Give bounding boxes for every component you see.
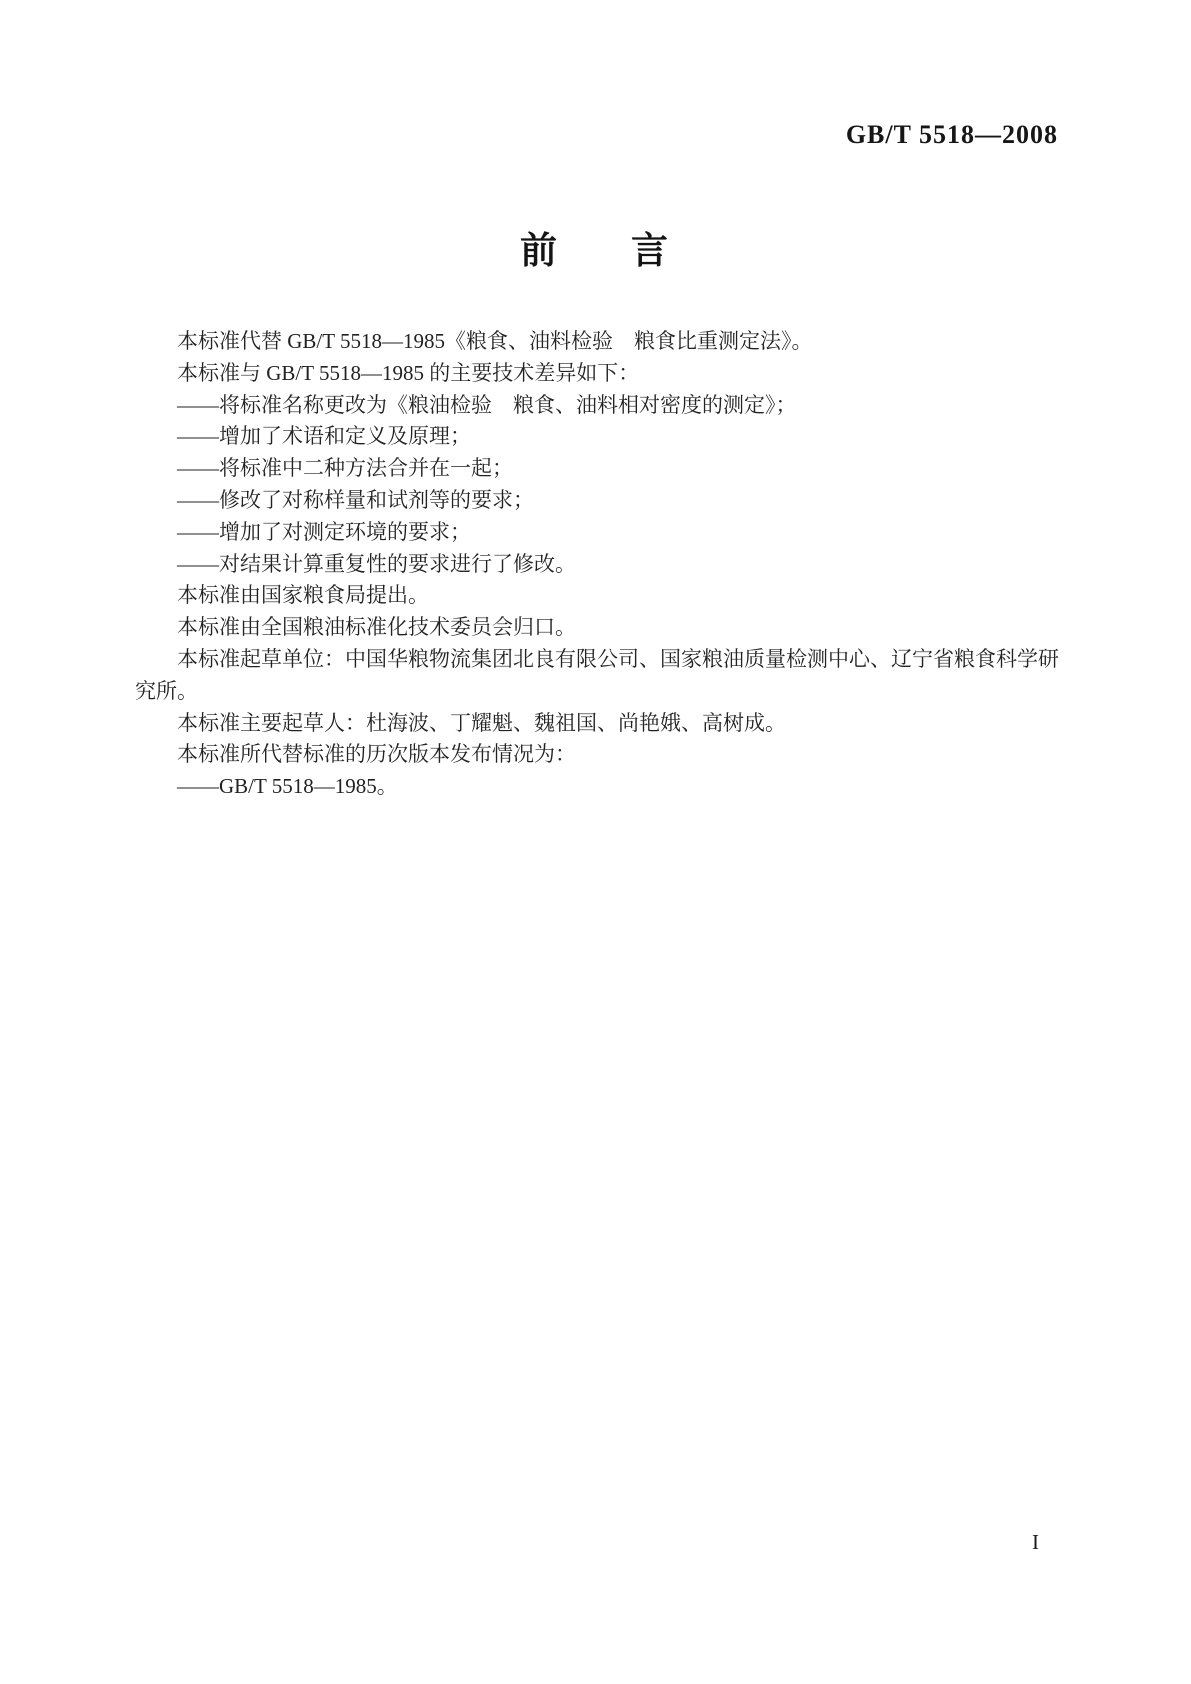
foreword-line: 本标准代替 GB/T 5518—1985《粮食、油料检验 粮食比重测定法》。 [177,329,813,353]
standard-code: GB/T 5518—2008 [845,120,1058,149]
foreword-line: ——对结果计算重复性的要求进行了修改。 [177,551,576,576]
page-number: I [1032,1530,1039,1554]
foreword-line: 本标准由国家粮食局提出。 [177,583,429,608]
foreword-line: 本标准与 GB/T 5518—1985 的主要技术差异如下： [177,360,640,385]
foreword-line: ——增加了对测定环境的要求； [177,519,471,544]
foreword-line: 本标准起草单位：中国华粮物流集团北良有限公司、国家粮油质量检测中心、辽宁省粮食科学研 [177,646,1059,671]
foreword-line: 本标准所代替标准的历次版本发布情况为： [177,742,576,767]
foreword-body [135,326,1075,803]
page-title: 前 言 [520,230,668,271]
foreword-line: ——增加了术语和定义及原理； [177,424,471,449]
foreword-line: ——将标准中二种方法合并在一起； [177,456,513,481]
foreword-line: ——将标准名称更改为《粮油检验 粮食、油料相对密度的测定》； [177,392,797,417]
foreword-line: ——GB/T 5518—1985。 [177,774,398,799]
foreword-line: 究所。 [135,678,198,703]
foreword-line: ——修改了对称样量和试剂等的要求； [177,487,534,512]
foreword-line: 本标准由全国粮油标准化技术委员会归口。 [177,615,576,640]
foreword-line: 本标准主要起草人：杜海波、丁耀魁、魏祖国、尚艳娥、高树成。 [177,710,786,735]
